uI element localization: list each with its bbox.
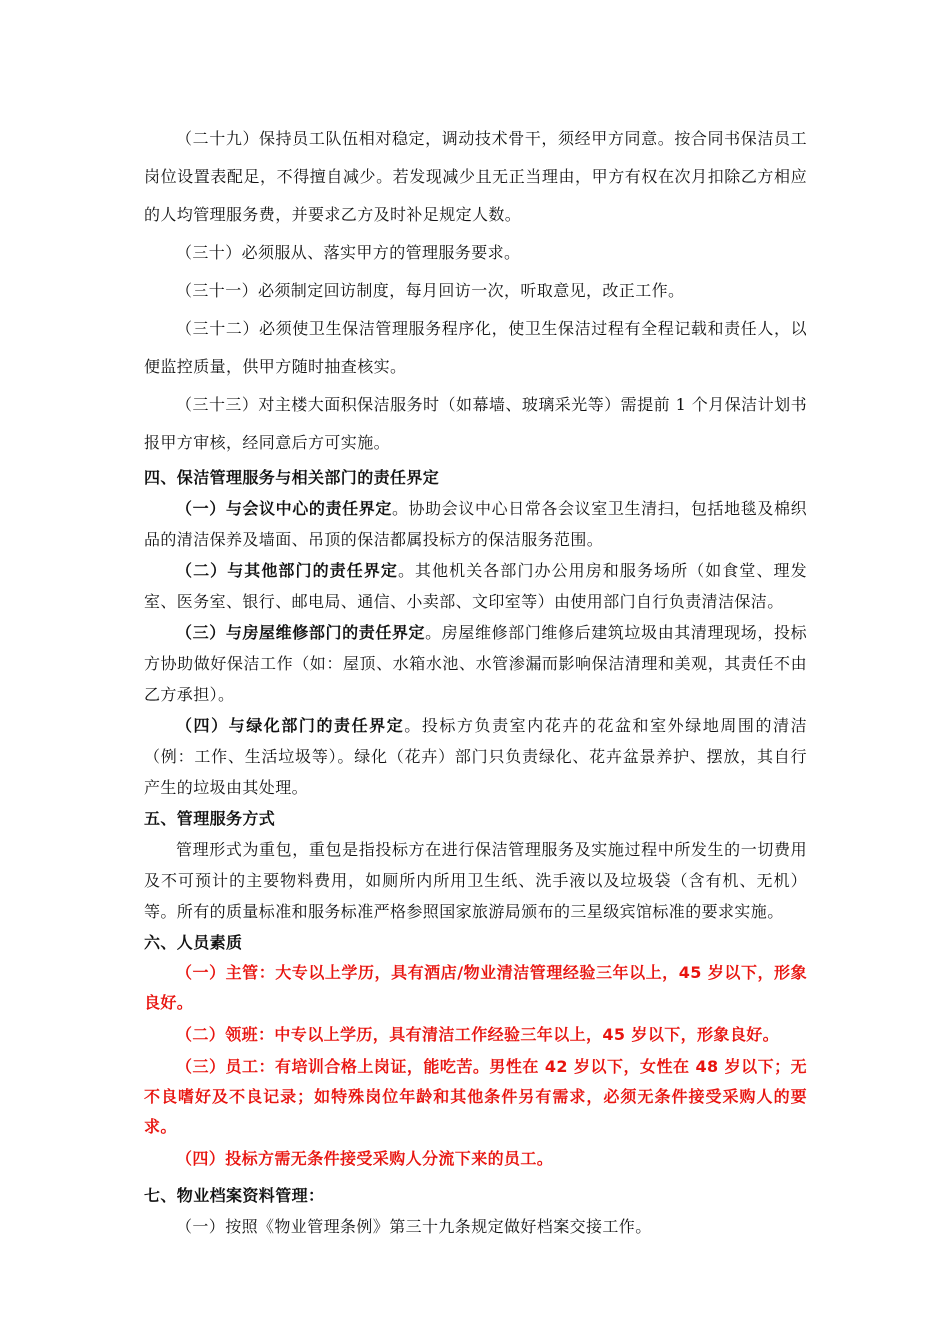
archive-handover-paragraph: （一）按照《物业管理条例》第三十九条规定做好档案交接工作。 xyxy=(176,1217,652,1236)
paragraph-29: （二十九）保持员工队伍相对稳定，调动技术骨干，须经甲方同意。按合同书保洁员工岗位设置表配足，不得擅自减少。若发现减少且无正当理由，甲方有权在次月扣除乙方相应的人均管理服务费，并要求乙方及时补足规定人数。 xyxy=(144,129,807,224)
management-mode-paragraph: 管理形式为重包，重包是指投标方在进行保洁管理服务及实施过程中所发生的一切费用及不可预计的主要物料费用，如厕所内所用卫生纸、洗手液以及垃圾袋（含有机、无机）等。所有的质量标准和服务标准严格参照国家旅游局颁布的三星级宾馆标准的要求实施。 xyxy=(144,840,807,921)
requirement-foreman: （二）领班：中专以上学历，具有清洁工作经验三年以上，45 岁以下，形象良好。 xyxy=(176,1025,780,1044)
requirement-supervisor: （一）主管：大专以上学历，具有酒店/物业清洁管理经验三年以上，45 岁以下，形象良好。 xyxy=(144,963,807,1012)
requirement-staff: （三）员工：有培训合格上岗证，能吃苦。男性在 42 岁以下，女性在 48 岁以下；无不良嗜好及不良记录；如特殊岗位年龄和其他条件另有需求，必须无条件接受采购人的要求。 xyxy=(144,1057,807,1136)
responsibility-title: （四）与绿化部门的责任界定 xyxy=(176,716,405,735)
responsibility-text: 。协助会议中心日常各会议室卫生清扫，包括地毯及棉织品的清洁保养及墙面、吊顶的保洁都属投标方的保洁服务范围。 xyxy=(144,499,807,549)
responsibility-title: （二）与其他部门的责任界定 xyxy=(176,561,398,580)
responsibility-meeting-center xyxy=(144,493,807,555)
section-heading-5: 五、管理服务方式 xyxy=(144,809,276,828)
paragraph-31: （三十一）必须制定回访制度，每月回访一次，听取意见，改正工作。 xyxy=(176,281,685,300)
responsibility-text: 。投标方负责室内花卉的花盆和室外绿地周围的清洁（例：工作、生活垃圾等）。绿化（花卉）部门只负责绿化、花卉盆景养护、摆放，其自行产生的垃圾由其处理。 xyxy=(144,716,807,797)
responsibility-greening-department xyxy=(144,710,807,803)
responsibility-other-departments xyxy=(144,555,807,617)
requirement-transfer-staff: （四）投标方需无条件接受采购人分流下来的员工。 xyxy=(176,1149,554,1168)
responsibility-text: 。其他机关各部门办公用房和服务场所（如食堂、理发室、医务室、银行、邮电局、通信、小卖部、文印室等）由使用部门自行负责清洁保洁。 xyxy=(144,561,807,611)
section-heading-7: 七、物业档案资料管理： xyxy=(144,1186,325,1205)
paragraph-30: （三十）必须服从、落实甲方的管理服务要求。 xyxy=(176,243,521,262)
responsibility-title: （三）与房屋维修部门的责任界定 xyxy=(176,623,426,642)
paragraph-32: （三十二）必须使卫生保洁管理服务程序化，使卫生保洁过程有全程记载和责任人，以便监控质量，供甲方随时抽查核实。 xyxy=(144,319,807,376)
paragraph-33: （三十三）对主楼大面积保洁服务时（如幕墙、玻璃采光等）需提前 1 个月保洁计划书报甲方审核，经同意后方可实施。 xyxy=(144,395,807,452)
section-heading-4: 四、保洁管理服务与相关部门的责任界定 xyxy=(144,468,440,487)
responsibility-repair-department xyxy=(144,617,807,710)
section-heading-6: 六、人员素质 xyxy=(144,933,243,952)
responsibility-title: （一）与会议中心的责任界定 xyxy=(176,499,392,518)
responsibility-text: 。房屋维修部门维修后建筑垃圾由其清理现场，投标方协助做好保洁工作（如：屋顶、水箱水池、水管渗漏而影响保洁清理和美观，其责任不由乙方承担）。 xyxy=(144,623,807,704)
document-body xyxy=(144,120,807,1242)
